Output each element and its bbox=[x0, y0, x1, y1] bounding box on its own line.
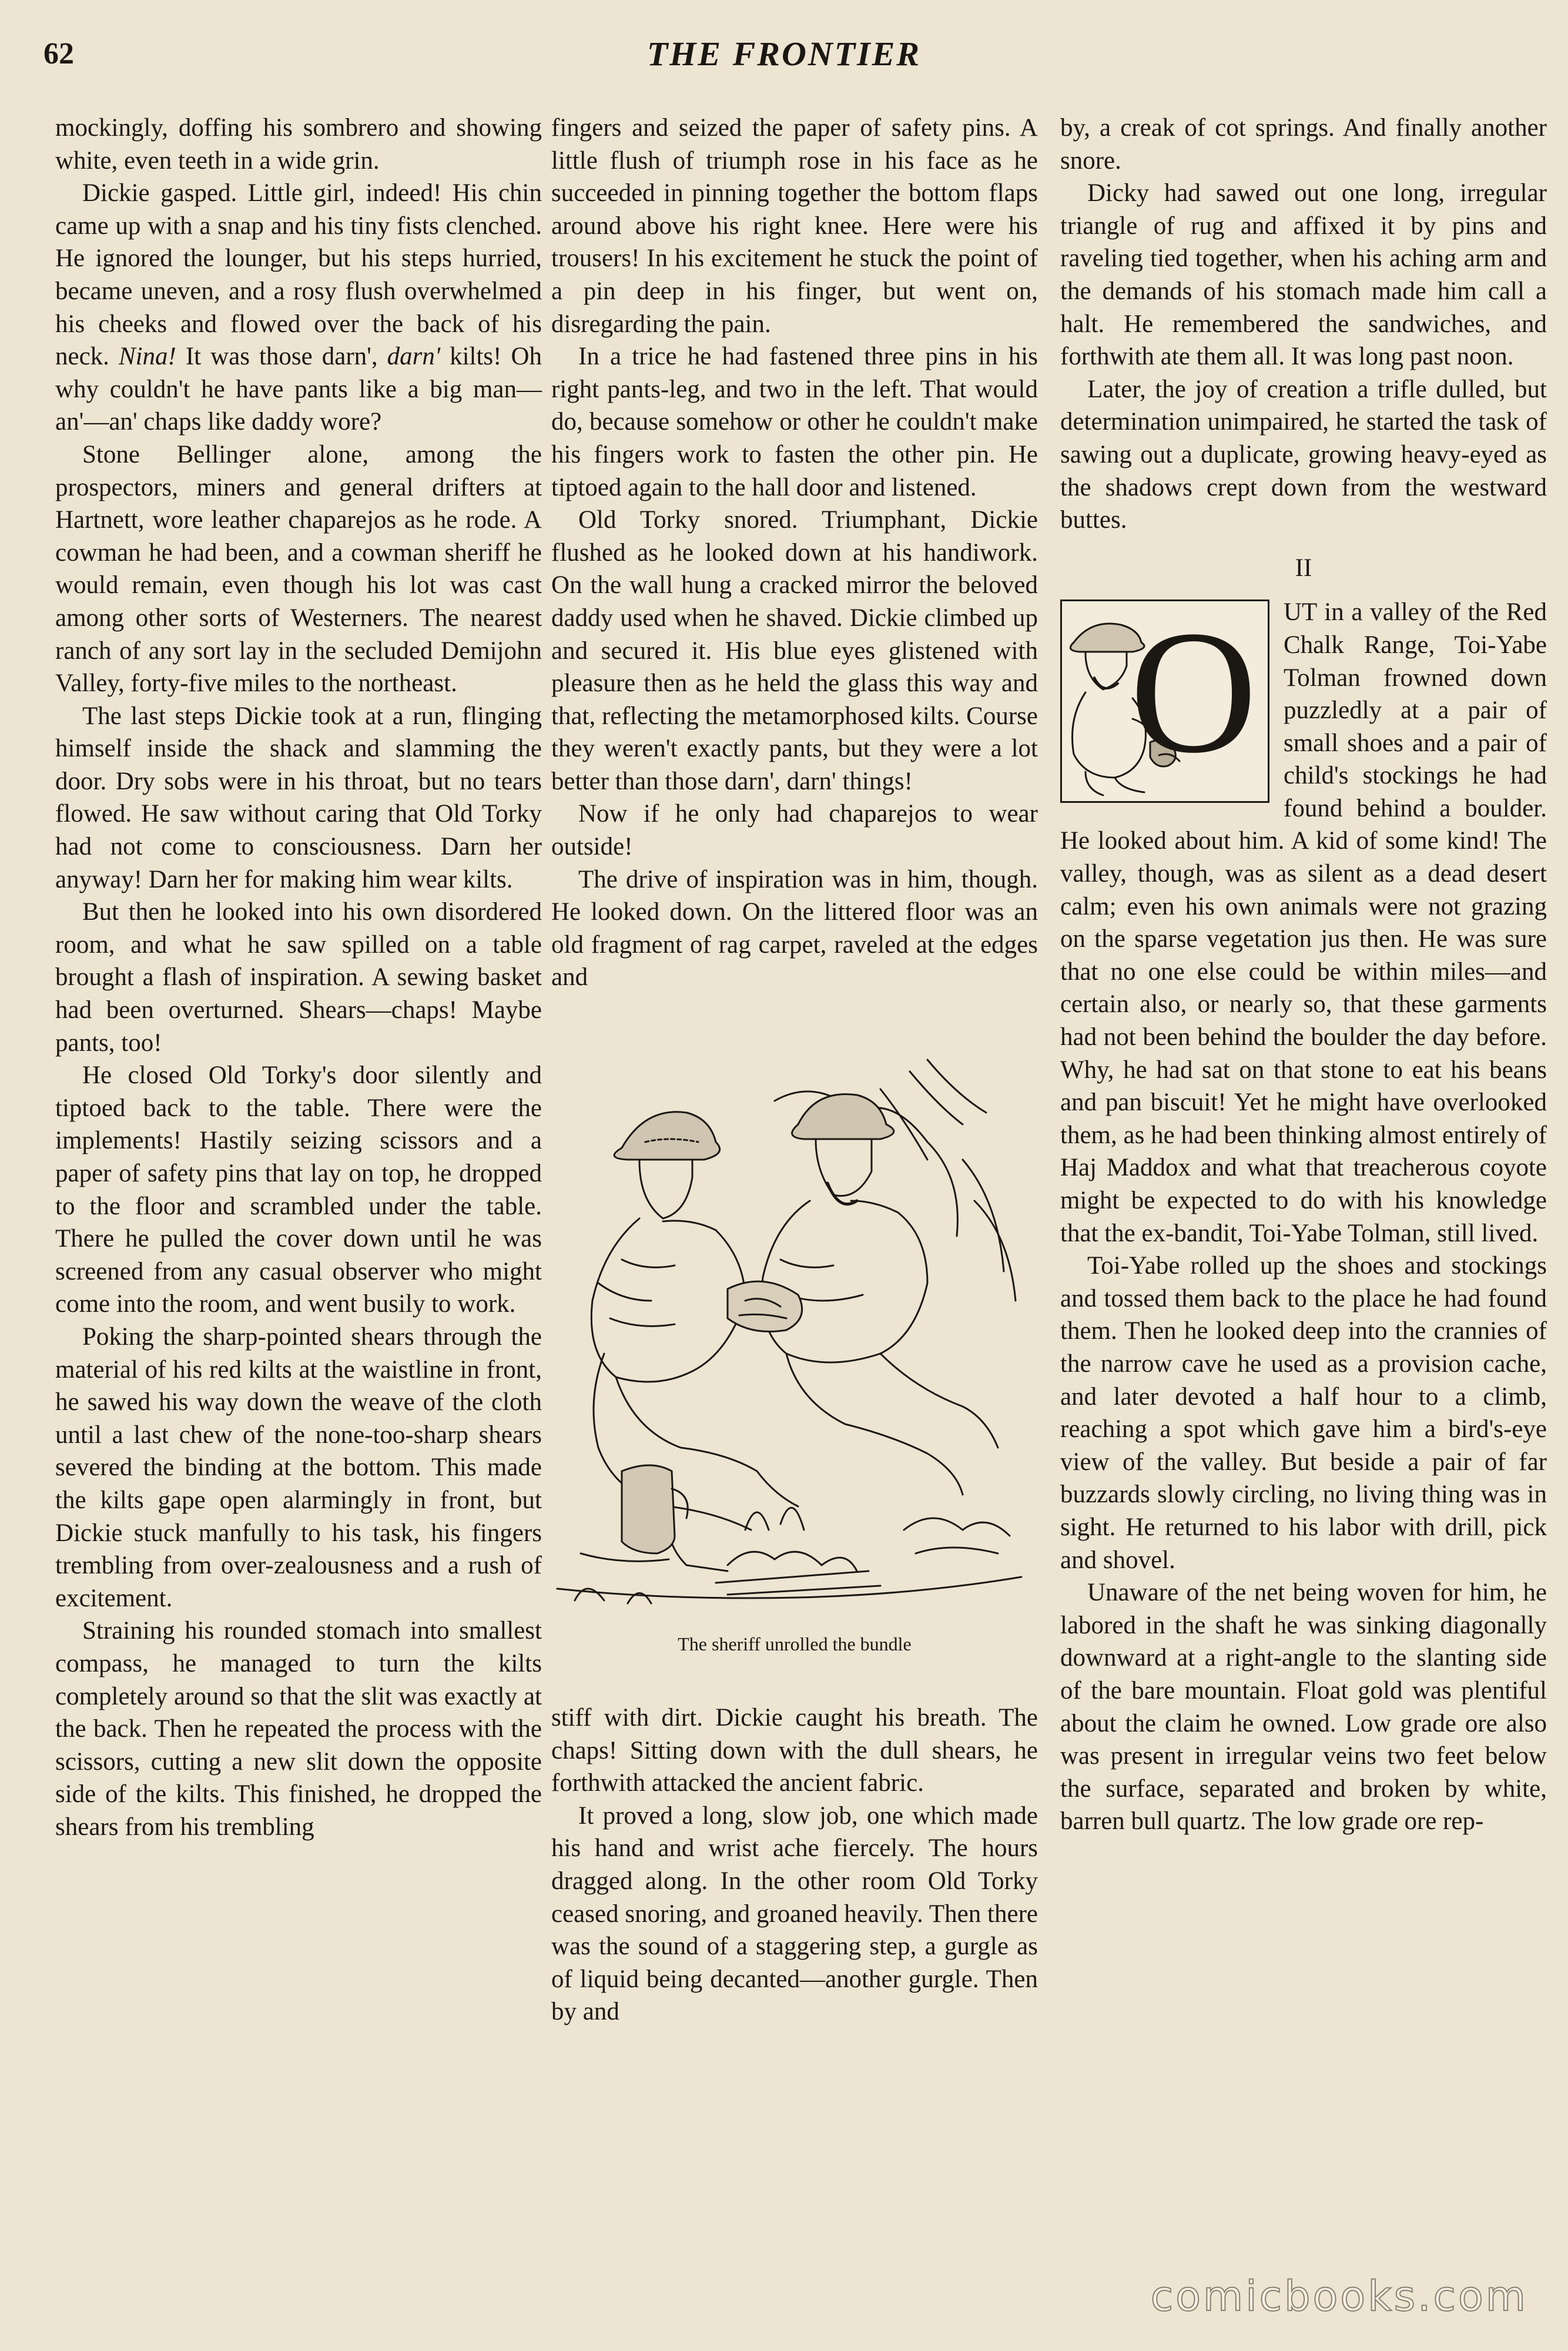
paragraph: The drive of inspiration was in him, though. He looked down. On the littered floor was an old fragment of rag carpet, raveled at the edges and bbox=[551, 865, 1038, 992]
paragraph: Stone Bellinger alone, among the prospectors, miners and general drifters at Hartnett, wore leather chaparejos as he rode. A cowman he had been, and a cowman sheriff he would remain, even though his lot was cast among other sorts of Westerners. The nearest ranch of any sort lay in the secluded Demijohn Valley, forty-five miles to the northeast. bbox=[55, 440, 542, 698]
drop-cap-illustration bbox=[1060, 594, 1269, 803]
paragraph: fingers and seized the paper of safety pins. A little flush of triumph rose in his face as he succeeded in pinning together the bottom flaps around above his right knee. Here were his trousers! In his excitement he stuck the point of a pin deep in his finger, but went on, disregarding the pain. bbox=[551, 114, 1038, 338]
paragraph: Toi-Yabe rolled up the shoes and stockings and tossed them back to the place he had found them. Then he looked deep into the crannies of the narrow cave he used as a provision cache, and later devoted a half hour to a climb, reaching a spot which gave him a bird's-eye view of the valley. But beside a pair of far buzzards slowly circling, no living thing was in sight. He returned to his labor with drill, pick and shovel. bbox=[1060, 1252, 1547, 1574]
campfire-illustration bbox=[551, 1024, 1038, 1612]
paragraph bbox=[55, 177, 542, 438]
text-run: kilts! Oh why couldn't he have pants like a big man—an'—an' chaps like daddy wore? bbox=[55, 343, 542, 436]
paragraph: UT in a valley of the Red Chalk Range, Toi-Yabe Tolman frowned down puzzledly at a pair of small shoes and a pair of child's stockings he had found behind a boulder. He looked about him. A kid of some kind! The valley, though, was as silent as a dead desert calm; even his own animals were not grazing on the sparse vegetation jus then. He was sure that no one else could be within miles—and certain also, or nearly so, that these garments had not been behind the boulder the day before. Why, he had sat on that stone to eat his beans and pan biscuit! Yet he might have overlooked them, as he had been thinking almost entirely of Haj Maddox and what that treacherous coyote might be expected to do with his knowledge that the ex-bandit, Toi-Yabe Tolman, still lived. bbox=[1060, 598, 1547, 1247]
watermark-logo: comicbooks.com bbox=[1150, 2272, 1528, 2320]
illustration bbox=[551, 1024, 1038, 1676]
running-head: THE FRONTIER bbox=[646, 35, 922, 73]
drop-cap-letter: O bbox=[1130, 594, 1257, 790]
text-column-3 bbox=[1060, 112, 1547, 1838]
paragraph: Straining his rounded stomach into smallest compass, he managed to turn the kilts completely around so that the slit was exactly at the back. Then he repeated the process with the scissors, cutting a new slit down the opposite side of the kilts. This finished, he dropped the shears from his trembling bbox=[55, 1617, 542, 1841]
paragraph: It proved a long, slow job, one which made his hand and wrist ache fiercely. The hours dragged along. In the other room Old Torky ceased snoring, and groaned heavily. Then there was the sound of a staggering step, a gurgle as of liquid being decanted—another gurgle. Then by and bbox=[551, 1801, 1038, 2026]
paragraph: Dicky had sawed out one long, irregular triangle of rug and affixed it by pins and raveling tied together, when his aching arm and the demands of his stomach made him call a halt. He remembered the sandwiches, and forthwith ate them all. It was long past noon. bbox=[1060, 179, 1547, 371]
paragraph: Old Torky snored. Triumphant, Dickie flushed as he looked down at his handiwork. On the wall hung a cracked mirror the beloved daddy used when he shaved. Dickie climbed up and secured it. His blue eyes glistened with pleasure then as he held the glass this way and that, reflecting the metamorphosed kilts. Course they weren't exactly pants, but they were a lot better than those darn', darn' things! bbox=[551, 506, 1038, 795]
paragraph: by, a creak of cot springs. And finally another snore. bbox=[1060, 114, 1547, 175]
paragraph: He closed Old Torky's door silently and tiptoed back to the table. There were the implements! Hastily seizing scissors and a paper of safety pins that lay on top, he dropped to the floor and scrambled under the table. There he pulled the cover down until he was screened from any casual observer who might come into the room, and went busily to work. bbox=[55, 1061, 542, 1318]
paragraph: Now if he only had chaparejos to wear outside! bbox=[551, 800, 1038, 861]
paragraph: Unaware of the net being woven for him, he labored in the shaft he was sinking diagonally downward at a right-angle to the slanting side of the bare mountain. Float gold was plentiful about the claim he owned. Low grade ore also was present in irregular veins two feet below the surface, separated and broken by white, barren bull quartz. The low grade ore rep- bbox=[1060, 1579, 1547, 1836]
text-column-2 bbox=[551, 112, 1038, 2028]
illustration-caption: The sheriff unrolled the bundle bbox=[678, 1633, 912, 1655]
italic-text: darn' bbox=[387, 343, 441, 371]
text-run: It was those darn', bbox=[176, 343, 387, 371]
paragraph: But then he looked into his own disordered room, and what he saw spilled on a table brought a flash of inspiration. A sewing basket had been overturned. Shears—chaps! Maybe pants, too! bbox=[55, 898, 542, 1057]
paragraph: Poking the sharp-pointed shears through the material of his red kilts at the waistline in front, he sawed his way down the weave of the cloth until a last chew of the none-too-sharp shears severed the binding at the bottom. This made the kilts gape open alarmingly in front, but Dickie stuck manfully to his task, his fingers trembling from over-zealousness and a rush of excitement. bbox=[55, 1322, 542, 1612]
section-number: II bbox=[1295, 554, 1312, 582]
page-number: 62 bbox=[43, 37, 74, 71]
paragraph: mockingly, doffing his sombrero and showing white, even teeth in a wide grin. bbox=[55, 114, 542, 175]
paragraph: Later, the joy of creation a trifle dulled, but determination unimpaired, he started the task of sawing out a duplicate, growing heavy-eyed as the shadows crept down from the westward buttes. bbox=[1060, 375, 1547, 534]
paragraph: The last steps Dickie took at a run, flinging himself inside the shack and slamming the door. Dry sobs were in his throat, but no tears flowed. He saw without caring that Old Torky had not come to consciousness. Darn her anyway! Darn her for making him wear kilts. bbox=[55, 702, 542, 893]
text-column-1 bbox=[55, 112, 542, 1843]
paragraph: In a trice he had fastened three pins in his right pants-leg, and two in the left. That would do, because somehow or other he couldn't make his fingers work to fasten the other pin. He tiptoed again to the hall door and listened. bbox=[551, 343, 1038, 501]
paragraph: stiff with dirt. Dickie caught his breath. The chaps! Sitting down with the dull shears, he forthwith attacked the ancient fabric. bbox=[551, 1704, 1038, 1797]
italic-text: Nina! bbox=[118, 343, 176, 371]
text-run: Dickie gasped. Little girl, indeed! His chin came up with a snap and his tiny fists clenched. He ignored the lounger, but his steps hurried, became uneven, and a rosy flush overwhelmed his cheeks and flowed over the back of his neck. bbox=[55, 179, 542, 371]
